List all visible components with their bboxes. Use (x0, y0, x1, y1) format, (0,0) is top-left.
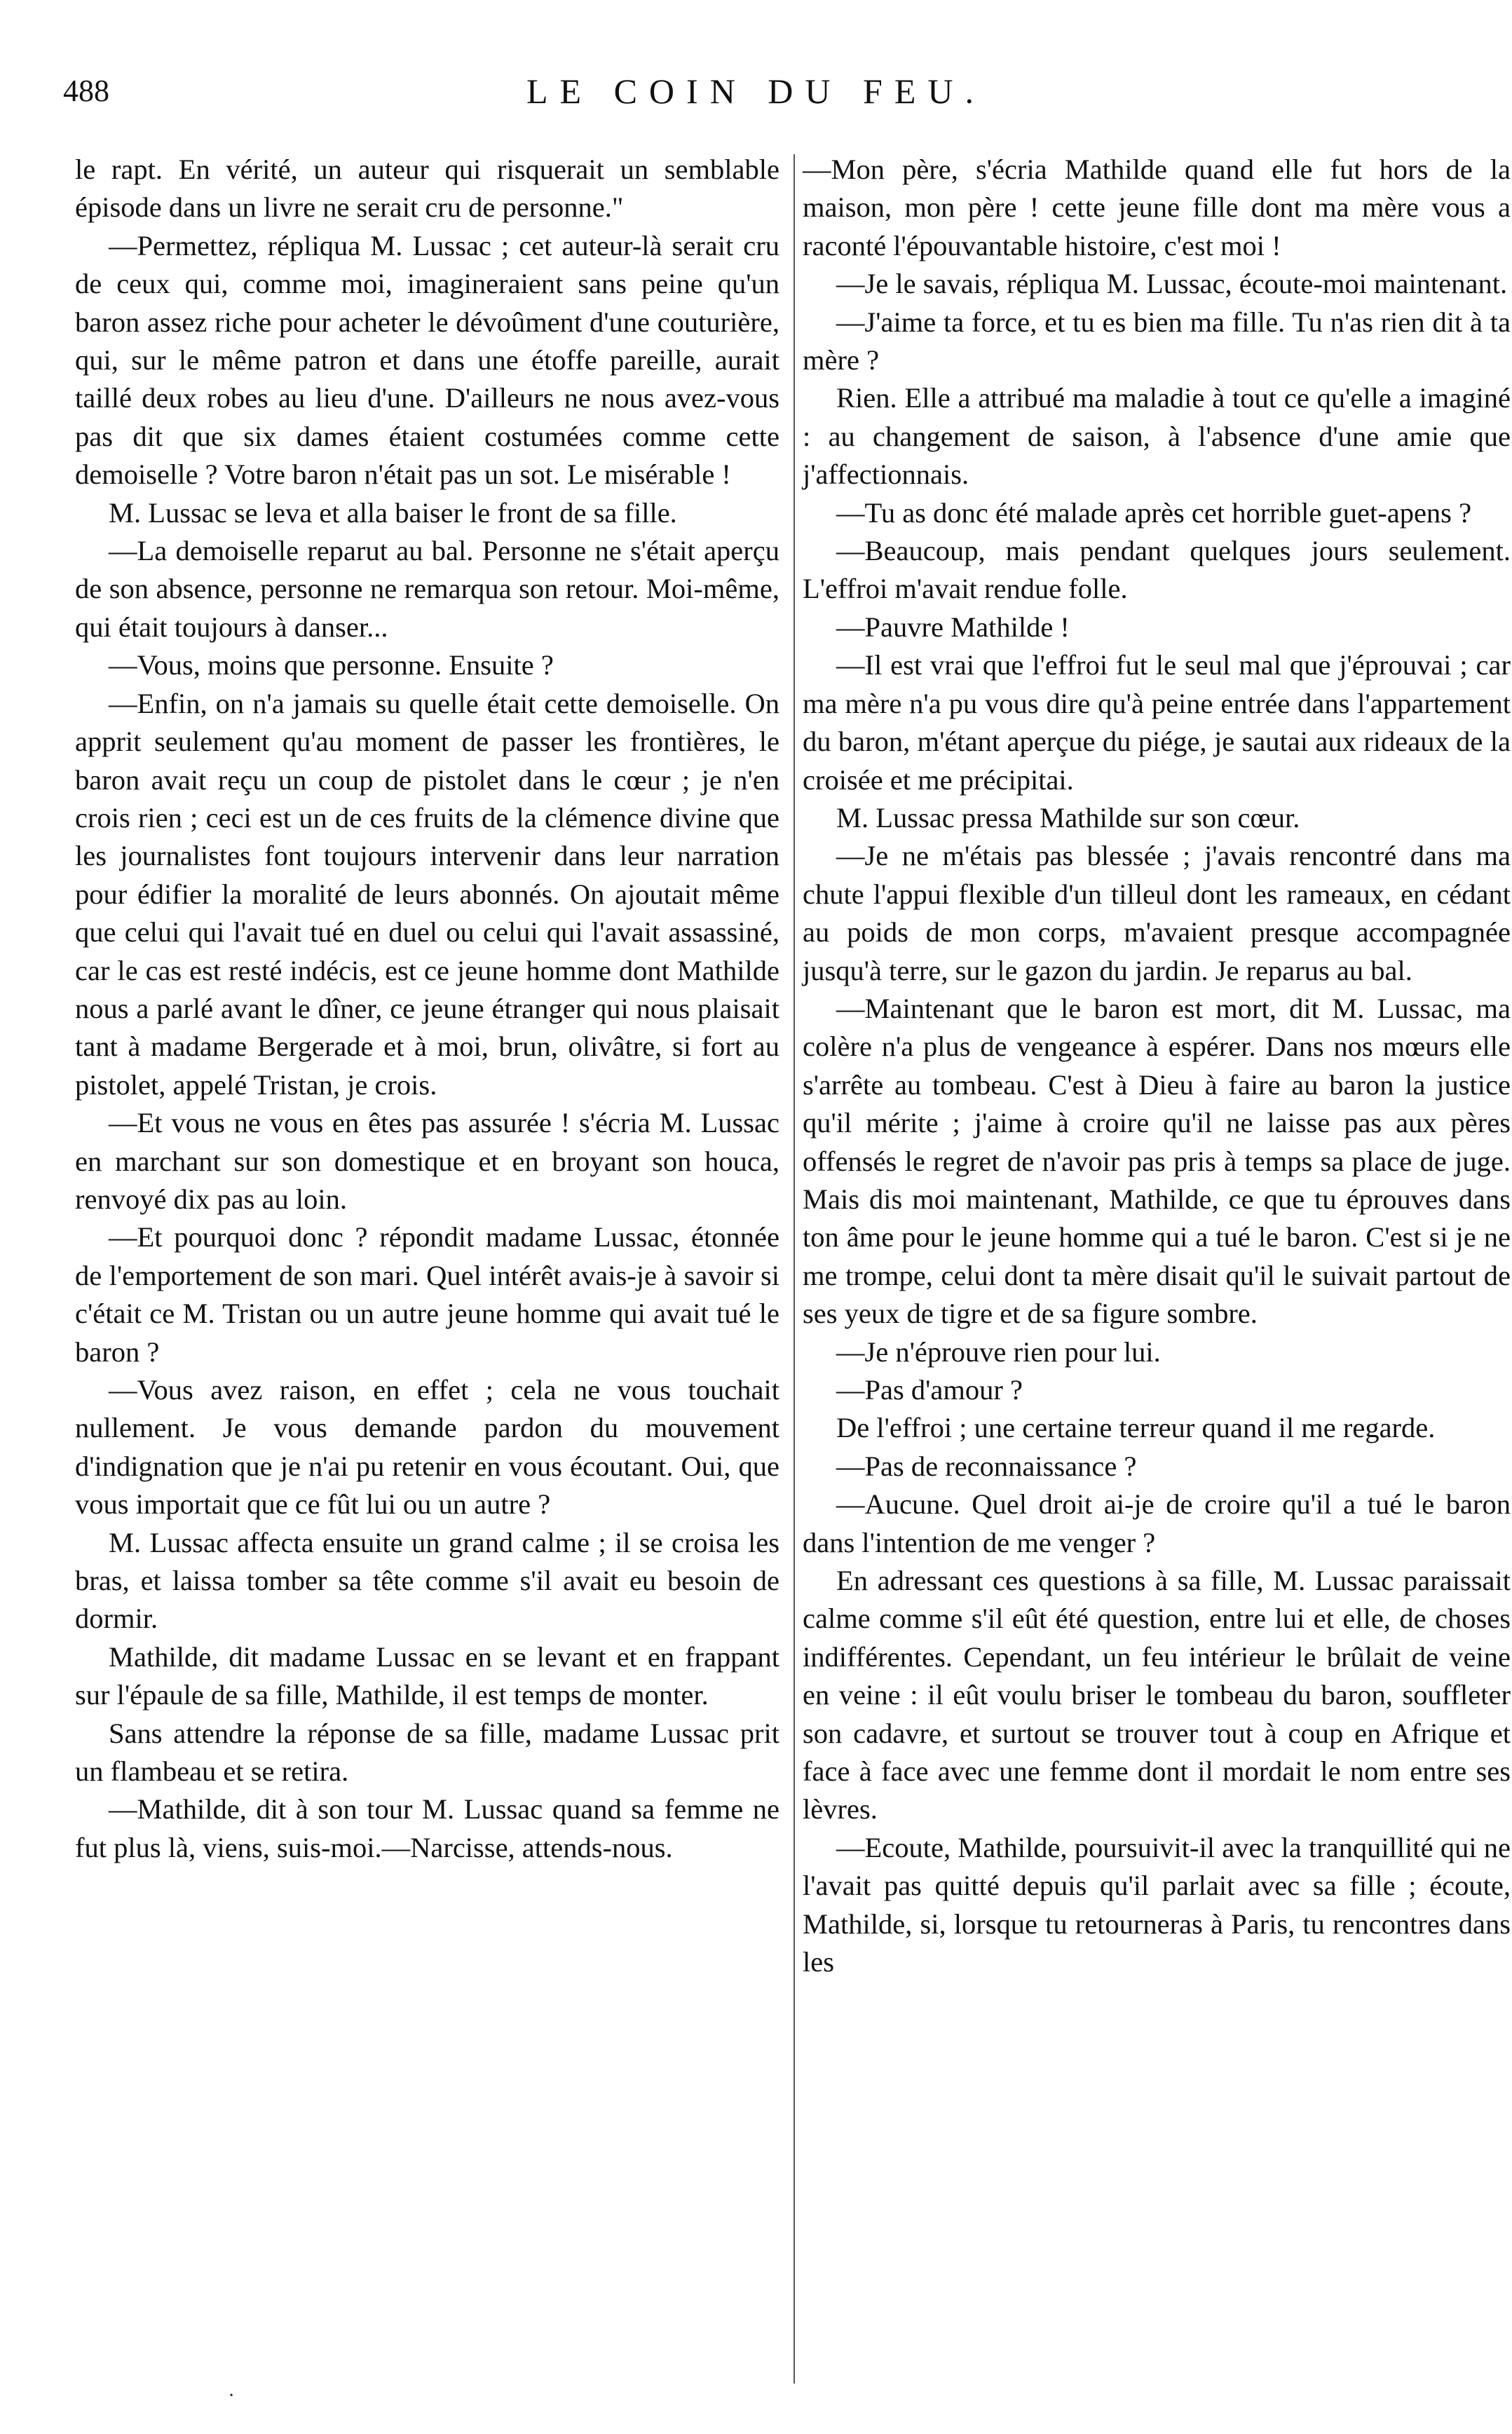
running-title: LE COIN DU FEU. (526, 72, 986, 111)
paragraph: —Mon père, s'écria Mathilde quand elle fut hors de la maison, mon père ! cette jeune fille dont ma mère vous a raconté l'épouvantable histoire, c'est moi ! (803, 154, 1511, 261)
paragraph: le rapt. En vérité, un auteur qui risquerait un semblable épisode dans un livre ne serait cru de personne." (75, 154, 779, 224)
paragraph: —Maintenant que le baron est mort, dit M. Lussac, ma colère n'a plus de vengeance à espérer. Dans nos mœurs elle s'arrête au tombeau. C'est à Dieu à faire au baron la justice qu'il mérite ; j'aime à croire qu'il ne laisse pas aux pères offensés le regret de n'avoir pas pris à temps sa place de juge. Mais dis moi maintenant, Mathilde, ce que tu éprouves dans ton âme pour le jeune homme qui a tué le baron. C'est si je ne me trompe, celui dont ta mère disait qu'il le suivait partout de ses yeux de tigre et de sa figure sombre. (803, 992, 1511, 1330)
right-text-column (803, 151, 1511, 1982)
paragraph: Mathilde, dit madame Lussac en se levant et en frappant sur l'épaule de sa fille, Mathilde, il est temps de monter. (75, 1640, 779, 1711)
paragraph: —Tu as donc été malade après cet horrible guet-apens ? (836, 496, 1472, 529)
paragraph: —Ecoute, Mathilde, poursuivit-il avec la tranquillité qui ne l'avait pas quitté depuis qu'il parlait avec sa fille ; écoute, Mathilde, si, lorsque tu retourneras à Paris, tu rencontres dans les (803, 1831, 1511, 1978)
paragraph: —Aucune. Quel droit ai-je de croire qu'il a tué le baron dans l'intention de me venger ? (803, 1488, 1511, 1558)
paragraph: —Enfin, on n'a jamais su quelle était cette demoiselle. On apprit seulement qu'au moment de passer les frontières, le baron avait reçu un coup de pistolet dans le cœur ; je n'en crois rien ; ceci est un de ces fruits de la clémence divine que les journalistes font toujours intervenir dans leur narration pour édifier la moralité de leurs abonnés. On ajoutait même que celui qui l'avait tué en duel ou celui qui l'avait assassiné, car le cas est resté indécis, est ce jeune homme dont Mathilde nous a parlé avant le dîner, ce jeune étranger qui nous plaisait tant à madame Bergerade et à moi, brun, olivâtre, si fort au pistolet, appelé Tristan, je crois. (75, 687, 779, 1101)
paragraph: —Mathilde, dit à son tour M. Lussac quand sa femme ne fut plus là, viens, suis-moi.—Narcisse, attends-nous. (75, 1793, 779, 1863)
paragraph: —Pauvre Mathilde ! (836, 611, 1070, 643)
paragraph: M. Lussac se leva et alla baiser le front de sa fille. (109, 496, 677, 529)
paragraph: —Vous avez raison, en effet ; cela ne vous touchait nullement. Je vous demande pardon du mouvement d'indignation que je n'ai pu retenir en vous écoutant. Oui, que vous importait que ce fût lui ou un autre ? (75, 1374, 779, 1521)
paragraph: —Beaucoup, mais pendant quelques jours seulement. L'effroi m'avait rendue folle. (803, 535, 1511, 605)
paragraph: —Permettez, répliqua M. Lussac ; cet auteur-là serait cru de ceux qui, comme moi, imagineraient sans peine qu'un baron assez riche pour acheter le dévoûment d'une couturière, qui, sur le même patron et dans une étoffe pareille, aurait taillé deux robes au lieu d'une. D'ailleurs ne nous avez-vous pas dit que six dames étaient costumées comme cette demoiselle ? Votre baron n'était pas un sot. Le misérable ! (75, 229, 779, 491)
left-text-column (75, 151, 779, 1867)
paragraph: En adressant ces questions à sa fille, M. Lussac paraissait calme comme s'il eût été question, entre lui et elle, de choses indifférentes. Cependant, un feu intérieur le brûlait de veine en veine : il eût voulu briser le tombeau du baron, souffleter son cadavre, et surtout se trouver tout à coup en Afrique et face à face avec une femme dont il mordait le nom entre ses lèvres. (803, 1565, 1511, 1825)
paragraph: Rien. Elle a attribué ma maladie à tout ce qu'elle a imaginé : au changement de saison, à l'absence d'une amie que j'affectionnais. (803, 382, 1511, 491)
page-number: 488 (63, 74, 109, 108)
paragraph: M. Lussac pressa Mathilde sur son cœur. (836, 801, 1300, 834)
paragraph: —Je ne m'étais pas blessée ; j'avais rencontré dans ma chute l'appui flexible d'un tilleul dont les rameaux, en cédant au poids de mon corps, m'avaient presque accompagnée jusqu'à terre, sur le gazon du jardin. Je reparus au bal. (803, 840, 1511, 986)
paragraph: De l'effroi ; une certaine terreur quand il me regarde. (836, 1412, 1436, 1444)
paragraph: —J'aime ta force, et tu es bien ma fille. Tu n'as rien dit à ta mère ? (803, 306, 1511, 376)
paragraph: —Vous, moins que personne. Ensuite ? (109, 649, 554, 681)
paragraph: —Et pourquoi donc ? répondit madame Lussac, étonnée de l'emportement de son mari. Quel intérêt avais-je à savoir si c'était ce M. Tristan ou un autre jeune homme qui avait tué le baron ? (75, 1221, 779, 1368)
paragraph: —Je le savais, répliqua M. Lussac, écoute-moi maintenant. (836, 268, 1508, 300)
paragraph: —Pas d'amour ? (836, 1374, 1023, 1406)
paragraph: —Et vous ne vous en êtes pas assurée ! s'écria M. Lussac en marchant sur son domestique et en broyant son houca, renvoyé dix pas au loin. (75, 1107, 779, 1215)
paragraph: —La demoiselle reparut au bal. Personne ne s'était aperçu de son absence, personne ne remarqua son retour. Moi-même, qui était toujours à danser... (75, 535, 779, 643)
page-header (0, 70, 1512, 133)
paragraph: —Je n'éprouve rien pour lui. (836, 1335, 1161, 1368)
paragraph: —Pas de reconnaissance ? (836, 1450, 1137, 1482)
footer-mark: · (228, 2384, 235, 2407)
paragraph: Sans attendre la réponse de sa fille, madame Lussac prit un flambeau et se retira. (75, 1717, 779, 1788)
paragraph: M. Lussac affecta ensuite un grand calme ; il se croisa les bras, et laissa tomber sa tête comme s'il avait eu besoin de dormir. (75, 1526, 779, 1635)
paragraph: —Il est vrai que l'effroi fut le seul mal que j'éprouvai ; car ma mère n'a pu vous dire qu'à peine entrée dans l'appartement du baron, m'étant aperçue du piége, je sautai aux rideaux de la croisée et me précipitai. (803, 649, 1511, 796)
column-divider (794, 154, 795, 2384)
